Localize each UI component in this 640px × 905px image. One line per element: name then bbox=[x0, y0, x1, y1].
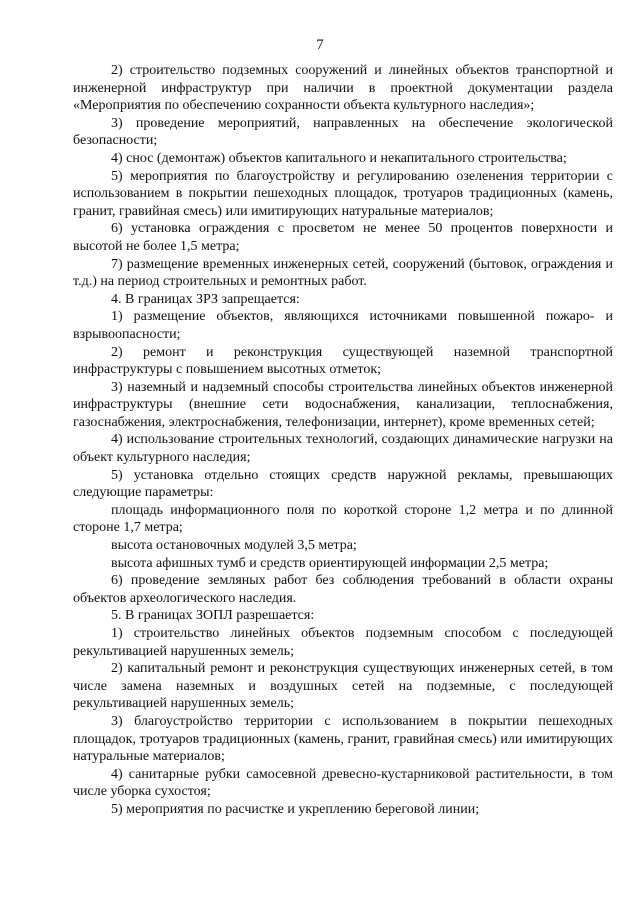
advertising-param-stop-height: высота остановочных модулей 3,5 метра; bbox=[111, 538, 357, 554]
prohibited-2-transport-repair: 2) ремонт и реконструкция существующей наземной транспортной инфраструктуры с повышением высотных отметок; bbox=[73, 344, 613, 378]
paragraph-5-landscaping: 5) мероприятия по благоустройству и регулированию озеленения территории с использованием в покрытии пешеходных площадок, тротуаров традиционных (камень, гранит, гравийная смесь) или имитирующих натуральные материалов; bbox=[73, 168, 613, 219]
paragraph-7-temporary-networks: 7) размещение временных инженерных сетей, сооружений (бытовок, ограждения и т.д.) на период строительных и ремонтных работ. bbox=[73, 256, 613, 290]
advertising-param-poster-height: высота афишных тумб и средств ориентирующей информации 2,5 метра; bbox=[111, 555, 549, 571]
paragraph-3-ecological-safety: 3) проведение мероприятий, направленных на обеспечение экологической безопасности; bbox=[73, 115, 613, 149]
document-body bbox=[73, 62, 613, 819]
prohibited-3-overground-networks: 3) наземный и надземный способы строительства линейных объектов инженерной инфраструктуры (внешние сети водоснабжения, канализации, теплоснабжения, газоснабжения, электроснабжения, телефонизации, интернет), кроме временных сетей; bbox=[73, 379, 613, 430]
allowed-4-sanitary-felling: 4) санитарные рубки самосевной древесно-кустарниковой растительности, в том числе уборка сухостоя; bbox=[73, 766, 613, 800]
allowed-3-landscaping: 3) благоустройство территории с использованием в покрытии пешеходных площадок, тротуаров традиционных (камень, гранит, гравийная смесь) или имитирующих натуральные материалов; bbox=[73, 713, 613, 765]
paragraph-2-underground-construction: 2) строительство подземных сооружений и линейных объектов транспортной и инженерной инфраструктур при наличии в проектной документации раздела «Мероприятия по обеспечению сохранности объекта культурного наследия»; bbox=[73, 63, 613, 114]
prohibited-4-dynamic-loads: 4) использование строительных технологий, создающих динамические нагрузки на объект культурного наследия; bbox=[73, 432, 613, 466]
paragraph-6-fencing: 6) установка ограждения с просветом не менее 50 процентов поверхности и высотой не более 1,5 метра; bbox=[73, 221, 613, 254]
advertising-param-field-area: площадь информационного поля по короткой стороне 1,2 метра и по длинной стороне 1,7 метра; bbox=[73, 502, 613, 536]
section-5-heading: 5. В границах ЗОПЛ разрешается: bbox=[111, 608, 315, 624]
allowed-5-shoreline: 5) мероприятия по расчистке и укреплению береговой линии; bbox=[111, 801, 480, 817]
prohibited-6-earthworks: 6) проведение земляных работ без соблюдения требований в области охраны объектов археологического наследия. bbox=[73, 573, 613, 606]
page-number: 7 bbox=[316, 37, 324, 53]
allowed-2-network-repair: 2) капитальный ремонт и реконструкция существующих инженерных сетей, в том числе замена наземных и воздушных сетей на подземные, с последующей рекультивацией нарушенных земель; bbox=[73, 661, 613, 712]
prohibited-5-advertising: 5) установка отдельно стоящих средств наружной рекламы, превышающих следующие параметры: bbox=[73, 467, 613, 501]
paragraph-4-demolition: 4) снос (демонтаж) объектов капитального и некапитального строительства; bbox=[111, 150, 567, 166]
allowed-1-underground-linear: 1) строительство линейных объектов подземным способом с последующей рекультивацией нарушенных земель; bbox=[73, 626, 613, 659]
section-4-heading: 4. В границах ЗРЗ запрещается: bbox=[111, 291, 300, 307]
prohibited-1-hazard-sources: 1) размещение объектов, являющихся источниками повышенной пожаро- и взрывоопасности; bbox=[73, 309, 613, 342]
